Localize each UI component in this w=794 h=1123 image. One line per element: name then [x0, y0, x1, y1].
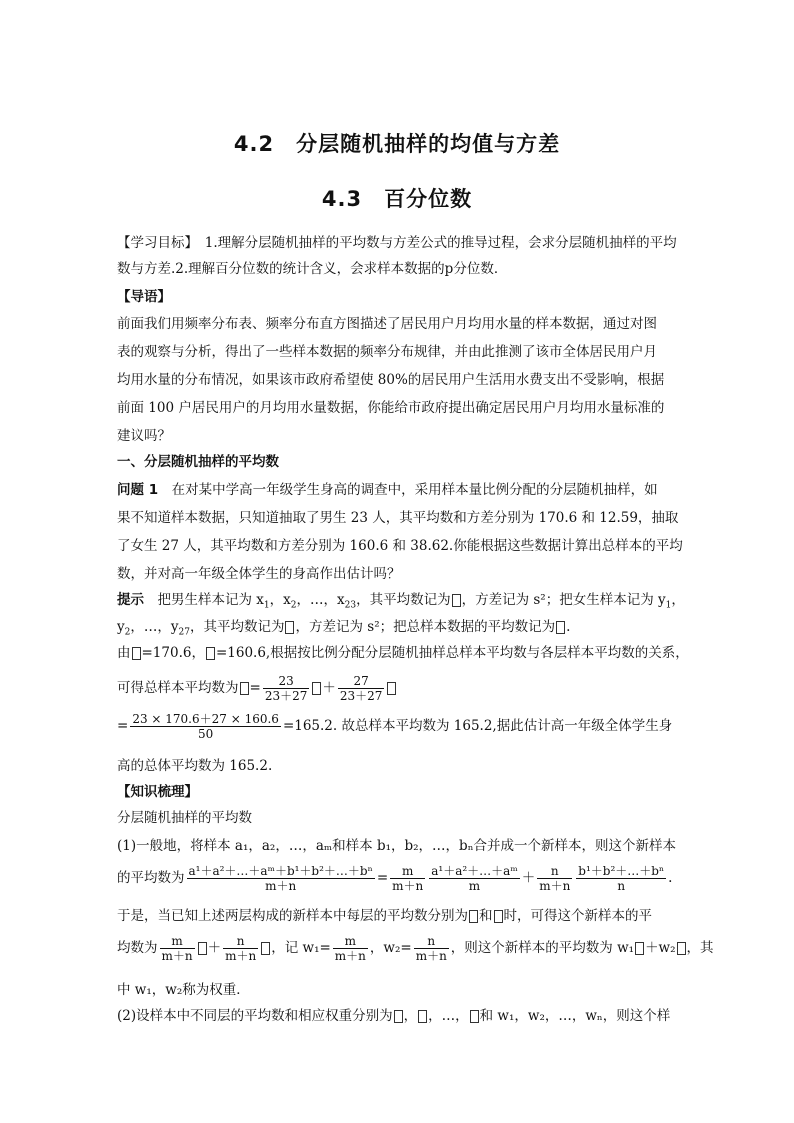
question-line-1 — [117, 480, 683, 500]
denominator: m — [468, 879, 481, 893]
knowledge-heading: 【知识梳理】 — [117, 784, 198, 800]
knowledge-text: . — [668, 870, 673, 886]
numerator: m — [333, 934, 368, 949]
denominator: m＋n — [225, 949, 257, 963]
knowledge-text: ，则这个新样本的平均数为 w₁ — [450, 940, 635, 956]
missing-glyph-icon — [312, 682, 321, 695]
question-label: 问题 1 — [117, 482, 159, 498]
fraction — [263, 674, 310, 703]
missing-glyph-icon — [261, 942, 270, 955]
knowledge-text: 和 — [479, 908, 493, 924]
knowledge-text: ，w₂= — [369, 940, 412, 956]
hint-text: 可得总样本平均数为 — [117, 680, 239, 696]
numerator: a¹＋a²＋…＋aᵐ — [431, 864, 518, 878]
missing-glyph-icon — [494, 910, 503, 923]
section-heading: 一、分层随机抽样的平均数 — [117, 454, 279, 470]
missing-glyph-icon — [240, 682, 249, 695]
knowledge-text: 时，可得这个新样本的平 — [503, 908, 652, 924]
denominator: m＋n — [539, 879, 571, 893]
hint-text: ，…，y — [130, 619, 179, 635]
fraction — [160, 934, 195, 963]
missing-glyph-icon — [198, 942, 207, 955]
knowledge-text: 的平均数为 — [117, 870, 185, 886]
subscript: 27 — [178, 627, 190, 638]
hint-line-4 — [117, 672, 683, 704]
knowledge-line-6 — [117, 1006, 683, 1026]
knowledge-line-5: 中 w₁，w₂称为权重． — [117, 982, 250, 998]
fraction — [130, 712, 281, 741]
question-line-3: 了女生 27 人，其平均数和方差分别为 160.6 和 38.62.你能根据这些数据计算出总样本的平均 — [117, 538, 683, 554]
numerator: a¹＋a²＋…＋aᵐ＋b¹＋b²＋…＋bⁿ — [188, 864, 373, 878]
page-subtitle: 4.3 百分位数 — [321, 187, 473, 211]
guide-line-2: 表的观察与分析，得出了一些样本数据的频率分布规律，并由此推测了该市全体居民用户月 — [117, 344, 657, 360]
denominator: m＋n — [415, 949, 447, 963]
hint-text: =165.2. 故总样本平均数为 165.2,据此估计高一年级全体学生身 — [282, 718, 673, 734]
missing-glyph-icon — [677, 942, 686, 955]
knowledge-text: ，…， — [428, 1008, 469, 1024]
missing-glyph-icon — [635, 942, 644, 955]
knowledge-text: 和 w₁，w₂，…，wₙ，则这个样 — [479, 1008, 671, 1024]
numerator: m — [160, 934, 195, 949]
subscript: 2 — [124, 627, 131, 638]
numerator: n — [223, 934, 258, 949]
denominator: m＋n — [161, 949, 193, 963]
knowledge-text: = — [376, 870, 389, 886]
missing-glyph-icon — [556, 621, 565, 634]
hint-line-6: 高的总体平均数为 165.2. — [117, 758, 273, 774]
learning-goal-line-2: 数与方差.2.理解百分位数的统计含义，会求样本数据的p分位数． — [117, 261, 508, 277]
question-line-2: 果不知道样本数据，只知道抽取了男生 23 人，其平均数和方差分别为 170.6 和 12.59，抽取 — [117, 510, 679, 526]
hint-text: . — [566, 619, 571, 635]
hint-text: ，方差记为 s²；把总样本数据的平均数记为 — [295, 619, 556, 635]
hint-text: ， — [671, 592, 685, 608]
missing-glyph-icon — [285, 621, 294, 634]
learning-goal-line-1: 【学习目标】 1.理解分层随机抽样的平均数与方差公式的推导过程，会求分层随机抽样的平均 — [117, 235, 677, 251]
denominator: n — [617, 879, 626, 893]
missing-glyph-icon — [132, 647, 141, 660]
hint-label: 提示 — [117, 592, 144, 608]
subscript: 1 — [665, 600, 672, 611]
denominator: m＋n — [334, 949, 366, 963]
knowledge-line-4 — [117, 930, 714, 966]
fraction — [338, 674, 385, 703]
guide-line-1: 前面我们用频率分布表、频率分布直方图描述了居民用户月均用水量的样本数据，通过对图 — [117, 316, 657, 332]
guide-line-4: 前面 100 户居民用户的月均用水量数据，你能给市政府提出确定居民用户月均用水量标准的 — [117, 400, 665, 416]
knowledge-text: ，其 — [686, 940, 714, 956]
hint-text: ，其平均数记为 — [356, 592, 451, 608]
numerator: 23 × 170.6＋27 × 160.6 — [132, 712, 279, 726]
subscript: 23 — [344, 600, 357, 611]
hint-text: 把男生样本记为 x — [144, 592, 264, 608]
subscript: 1 — [263, 600, 270, 611]
denominator: m＋n — [265, 879, 297, 893]
hint-line-5 — [117, 710, 683, 742]
knowledge-text: ＋ — [207, 940, 222, 956]
fraction — [223, 934, 258, 963]
knowledge-text: ＋w₂ — [645, 940, 676, 956]
page-title: 4.2 分层随机抽样的均值与方差 — [233, 132, 561, 156]
hint-text: y — [117, 619, 125, 635]
hint-line-3 — [117, 643, 689, 663]
denominator: 23＋27 — [264, 689, 308, 703]
fraction — [414, 934, 449, 963]
denominator: m＋n — [392, 879, 424, 893]
hint-text: ，方差记为 s²；把女生样本记为 y — [461, 592, 666, 608]
knowledge-text: 于是，当已知上述两层构成的新样本中每层的平均数分别为 — [117, 908, 468, 924]
missing-glyph-icon — [394, 1010, 403, 1023]
knowledge-line-2 — [117, 860, 683, 896]
missing-glyph-icon — [206, 647, 215, 660]
hint-line-1 — [117, 590, 683, 616]
denominator: 23＋27 — [339, 689, 383, 703]
hint-text: ，…，x — [296, 592, 345, 608]
fraction — [333, 934, 368, 963]
numerator: 27 — [338, 674, 385, 689]
missing-glyph-icon — [470, 1010, 479, 1023]
knowledge-subheading: 分层随机抽样的平均数 — [117, 810, 252, 826]
knowledge-text: (2)设样本中不同层的平均数和相应权重分别为 — [117, 1008, 393, 1024]
fraction — [576, 864, 666, 893]
hint-line-2 — [117, 617, 683, 643]
subscript: 2 — [290, 600, 297, 611]
fraction — [429, 864, 519, 893]
fraction — [390, 864, 425, 893]
guide-line-5: 建议吗？ — [117, 428, 171, 444]
hint-text: ，其平均数记为 — [189, 619, 285, 635]
numerator: m — [390, 864, 425, 879]
fraction — [187, 864, 375, 893]
knowledge-text: ，记 w₁= — [271, 940, 331, 956]
hint-text: = — [117, 718, 129, 734]
missing-glyph-icon — [387, 682, 396, 695]
numerator: b¹＋b²＋…＋bⁿ — [578, 864, 665, 878]
missing-glyph-icon — [469, 910, 478, 923]
hint-text: ，x — [269, 592, 291, 608]
denominator: 50 — [197, 727, 214, 741]
guide-heading: 【导语】 — [117, 289, 171, 305]
knowledge-text: ， — [403, 1008, 418, 1024]
missing-glyph-icon — [452, 594, 461, 607]
fraction — [537, 864, 572, 893]
numerator: n — [537, 864, 572, 879]
numerator: n — [414, 934, 449, 949]
guide-line-3: 均用水量的分布情况，如果该市政府希望使 80%的居民用户生活用水费支出不受影响，根据 — [117, 372, 665, 388]
knowledge-line-1: (1)一般地，将样本 a₁，a₂，…，aₘ和样本 b₁，b₂，…，bₙ合并成一个新样本，则这个新样本 — [117, 838, 677, 854]
missing-glyph-icon — [418, 1010, 427, 1023]
knowledge-line-3 — [117, 906, 683, 926]
hint-text: = — [249, 680, 261, 696]
knowledge-text: ＋ — [521, 870, 536, 886]
hint-text: =160.6,根据按比例分配分层随机抽样总样本平均数与各层样本平均数的关系， — [215, 645, 689, 661]
question-text: 在对某中学高一年级学生身高的调查中，采用样本量比例分配的分层随机抽样，如 — [158, 482, 658, 498]
question-line-4: 数，并对高一年级全体学生的身高作出估计吗？ — [117, 566, 401, 582]
hint-text: 由 — [117, 645, 131, 661]
numerator: 23 — [263, 674, 310, 689]
hint-text: =170.6， — [141, 645, 205, 661]
hint-text: ＋ — [322, 680, 336, 696]
knowledge-text: 均数为 — [117, 940, 158, 956]
